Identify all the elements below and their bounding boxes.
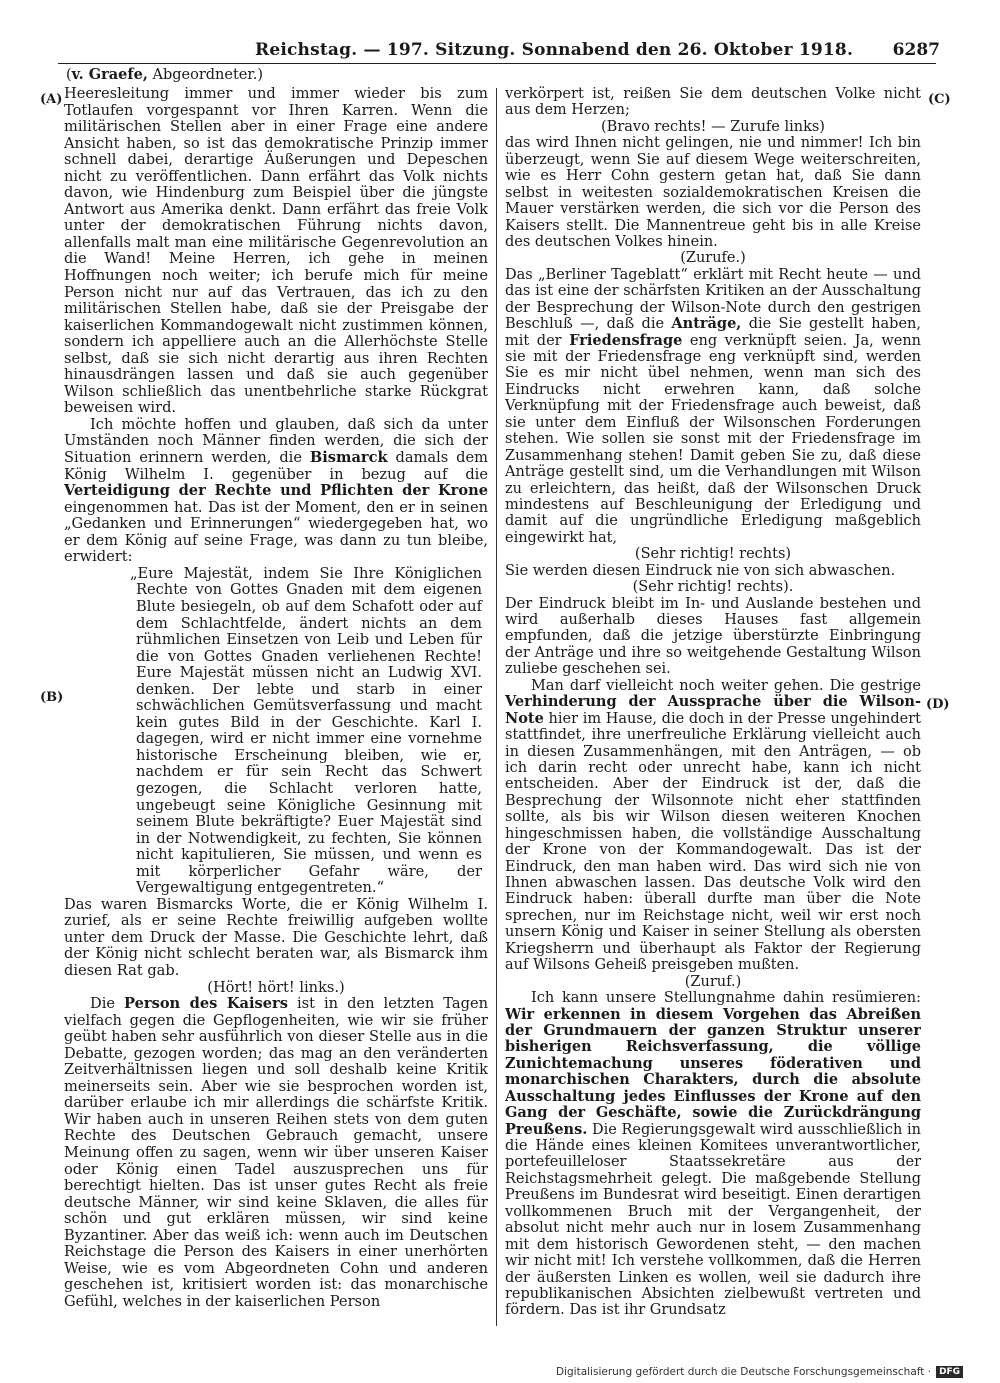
interjection: (Hört! hört! links.) xyxy=(207,978,345,996)
column-divider xyxy=(496,88,497,1326)
paragraph: verkörpert ist, reißen Sie dem deutschen Volke nicht aus dem Herzen; xyxy=(505,86,921,119)
paragraph: Das „Berliner Tageblatt“ erklärt mit Recht heute — und das ist eine der schärfsten Kritiken an der Ausschaltung der Besprechung der Wilson-Note durch den gestrigen Beschluß —, daß die Anträge, die Sie gestellt haben, mit der Friedensfrage eng verknüpft seien. Ja, wenn sie mit der Friedensfrage eng verknüpft sind, werden Sie es mir nicht übel nehmen, wenn man sich des Eindrucks nicht erwehren kann, daß solche Verknüpfung mit der Friedensfrage auch beweist, daß sie unter dem Einfluß der Wilsonschen Forderungen stehen. Wie sollen sie sonst mit der Friedensfrage im Zusammenhang stehen! Damit geben Sie zu, daß diese Anträge gestellt sind, um die Verhandlungen mit Wilson zu erleichtern, das heißt, daß der Wilsonschen Druck mindestens auf Beschleunigung der Erledigung und damit auf die ungründliche Erledigung maßgeblich eingewirkt hat, xyxy=(505,266,921,546)
emphasis: Person des Kaisers xyxy=(124,995,288,1013)
margin-mark-a: (A) xyxy=(40,92,63,107)
paragraph: Sie werden diesen Eindruck nie von sich abwaschen. xyxy=(505,562,896,579)
left-column xyxy=(64,86,488,1328)
margin-mark-c: (C) xyxy=(928,92,951,107)
emphasis: Anträge, xyxy=(671,315,742,333)
paragraph: Ich möchte hoffen und glauben, daß sich da unter Umständen noch Männer finden werden, die sich der Situation erinnern werden, die Bismarck damals dem König Wilhelm I. gegenüber in bezug auf die Verteidigung der Rechte und Pflichten der Krone eingenommen hat. Das ist der Moment, den er in seinen „Gedanken und Erinnerungen“ wiedergegeben hat, wo er dem König auf seine Frage, was dann zu tun bleibe, erwidert: xyxy=(64,415,488,566)
paragraph: Der Eindruck bleibt im In- und Auslande bestehen und wird außerhalb dieses Hauses fast allgemein empfunden, daß die jetzige überstürzte Einbringung der Anträge und ihre so weitgehende Gestaltung Wilson zuliebe geschehen sei. xyxy=(505,595,921,678)
paragraph: Man darf vielleicht noch weiter gehen. Die gestrige Verhinderung der Aussprache über die Wilson-Note hier im Hause, die doch in der Presse ungehindert stattfindet, ihre unerfreuliche Erklärung vielleicht auch in diesen Zusammenhängen, mit den Anträgen, — ob ich darin recht oder unrecht habe, kann ich nicht entscheiden. Aber der Eindruck ist der, daß die Besprechung der Wilsonnote nicht eher stattfinden sollte, als bis wir Wilson diesen weiteren Knochen hingeschmissen haben, die vollständige Ausschaltung der Krone von der Kommandogewalt. Das ist der Eindruck, den man haben wird. Das wird sich nie von Ihnen abwaschen lassen. Das deutsche Volk wird den Eindruck haben: überall durfte man über die Note sprechen, nur im Reichstage nicht, weil wir erst noch unsern König und Kaiser in seiner Stellung als obersten Kriegsherrn und überhaupt als Faktor der Regierung auf Wilsons Geheiß preisgeben mußten. xyxy=(505,677,921,974)
page-number: 6287 xyxy=(892,40,940,60)
emphasis: Verhinderung der Aussprache über die Wilson-Note xyxy=(505,693,921,727)
page-footer xyxy=(556,1366,986,1378)
right-column xyxy=(505,86,921,1328)
margin-mark-d: (D) xyxy=(926,697,950,712)
speaker-name: v. Graefe, xyxy=(71,66,148,83)
header-rule xyxy=(58,63,936,64)
emphasis: Bismarck xyxy=(309,449,388,467)
interjection: (Sehr richtig! rechts). xyxy=(632,579,794,596)
emphasis: Verteidigung der Rechte und Pflichten der Krone xyxy=(64,482,488,500)
speaker-role: Abgeordneter.) xyxy=(152,67,263,83)
paragraph: Heeresleitung immer und immer wieder bis zum Totlaufen vorgespannt vor Ihren Karren. Wenn die militärischen Stellen aber in einer Frage eine andere Ansicht haben, so ist das demokratische Prinzip immer schnell dabei, derartige Äußerungen und Depeschen nicht zu veröffentlichen. Dann erfährt das Volk nichts davon, wie Hindenburg zum Beispiel über die jüngste Antwort aus Amerika denkt. Dann erfährt das freie Volk unter der demokratischen Führung nichts davon, allenfalls malt man eine militärische Gegenrevolution an die Wand! Meine Herren, ich gehe in meinen Hoffnungen noch weiter; ich berufe mich für meine Person nicht nur auf das Vertrauen, das ich zu den militärischen Stellen habe, daß sie der Preisgabe der kaiserlichen Kommandogewalt nicht zustimmen können, sondern ich appelliere auch an die Allerhöchste Stelle selbst, daß sie sich nicht derartig aus ihren Rechten hinausdrängen lassen und daß sie auch gegenüber Wilson schließlich das unentbehrliche starke Rückgrat beweisen wird. xyxy=(64,86,488,417)
paragraph: das wird Ihnen nicht gelingen, nie und nimmer! Ich bin überzeugt, wenn Sie auf diesem Wege weiterschreiten, wie es Herr Cohn gestern getan hat, daß Sie dann selbst in weitesten sozialdemokratischen Kreisen die Mauer verstärken werden, die sich vor die Person des Kaisers stellt. Die Mannentreue geht bis in alle Kreise des deutschen Volkes hinein. xyxy=(505,135,921,250)
interjection: (Bravo rechts! — Zurufe links) xyxy=(601,118,825,135)
paragraph: Die Person des Kaisers ist in den letzten Tagen vielfach gegen die Gepflogenheiten, wie wir sie früher geübt haben sehr ausführlich von dieser Stelle aus in die Debatte, gezogen worden; das mag an den veränderten Zeitverhältnissen liegen und soll deshalb keine Kritik meinerseits sein. Aber wie sie besprochen worden ist, darüber erlaube ich mir allerdings die schärfste Kritik. Wir haben auch in unseren Reihen stets von dem guten Rechte des Deutschen Gebrauch gemacht, unsere Meinung offen zu sagen, wenn wir über unseren Kaiser oder König einen Tadel auszusprechen uns für berechtigt hielten. Das ist unser gutes Recht als freie deutsche Männer, wir sind keine Sklaven, die alles für schön und gut erklären müssen, wir sind keine Byzantiner. Aber das weiß ich: wenn auch im Deutschen Reichstage die Person des Kaisers in einer unerhörten Weise, wie es vom Abgeordneten Cohn und anderen geschehen ist, kritisiert worden ist: das monarchische Gefühl, welches in der kaiserlichen Person xyxy=(64,995,488,1310)
footer-credit: Digitalisierung gefördert durch die Deutsche Forschungsgemeinschaft · xyxy=(556,1366,932,1378)
interjection: (Zurufe.) xyxy=(680,250,746,267)
block-quote: „Eure Majestät, indem Sie Ihre Königlichen Rechte von Gottes Gnaden mit dem eigenen Blute besiegeln, ob auf dem Schafott oder auf dem Schlachtfelde, ändert nichts an dem rühmlichen Einsetzen von Leib und Leben für die von Gottes Gnaden verliehenen Rechte! Eure Majestät müssen nicht an Ludwig XVI. denken. Der lebte und starb in einer schwächlichen Gemütsverfassung und macht kein gutes Bild in der Geschichte. Karl I. dagegen, wird er nicht immer eine vornehme historische Erscheinung bleiben, wie er, nachdem er für sein Recht das Schwert gezogen, die Schlacht verloren hatte, ungebeugt seine Königliche Gesinnung mit seinem Blute bekräftigte? Euer Majestät sind in der Notwendigkeit, zu fechten, Sie können nicht kapitulieren, Sie müssen, und wenn es mit körperlicher Gefahr wäre, der Vergewaltigung entgegentreten.“ xyxy=(130,564,482,897)
speaker-line xyxy=(66,66,263,83)
interjection: (Zuruf.) xyxy=(684,973,742,990)
dfg-logo: DFG xyxy=(936,1366,963,1378)
paragraph: Das waren Bismarcks Worte, die er König Wilhelm I. zurief, als er seine Rechte freiwillig aufgeben wollte unter dem Druck der Masse. Die Geschichte lehrt, daß der König nicht schlecht beraten war, als Bismarck ihm diesen Rat gab. xyxy=(64,895,488,979)
running-head: Reichstag. — 197. Sitzung. Sonnabend den 26. Oktober 1918. xyxy=(255,40,854,60)
margin-mark-b: (B) xyxy=(40,690,64,705)
interjection: (Sehr richtig! rechts) xyxy=(634,546,792,563)
page-header xyxy=(40,38,940,64)
emphasis: Wir erkennen in diesem Vorgehen das Abreißen der Grundmauern der ganzen Struktur unserer bisherigen Reichsverfassung, die völlige Zunichtemachung unseres föderativen und monarchischen Charakters, durch die absolute Ausschaltung jedes Einflusses der Krone auf den Gang der Geschäfte, sowie die Zurückdrängung Preußens. xyxy=(505,1005,921,1138)
paragraph: Ich kann unsere Stellungnahme dahin resümieren: Wir erkennen in diesem Vorgehen das Abreißen der Grundmauern der ganzen Struktur unserer bisherigen Reichsverfassung, die völlige Zunichtemachung unseres föderativen und monarchischen Charakters, durch die absolute Ausschaltung jedes Einflusses der Krone auf den Gang der Geschäfte, sowie die Zurückdrängung Preußens. Die Regierungsgewalt wird ausschließlich in die Hände eines kleinen Komitees unverantwortlicher, portefeuilleloser Staatssekretäre aus der Reichstagsmehrheit gelegt. Die maßgebende Stellung Preußens im Bundesrat wird beseitigt. Einen derartigen vollkommenen Bruch mit der Vergangenheit, der absolut nicht mehr auch nur in losem Zusammenhang mit dem historisch Gewordenen steht, — den machen wir nicht mit! Ich verstehe vollkommen, daß die Herren der äußersten Linken es wollen, weil sie dadurch ihre republikanischen Absichten zielbewußt vertreten und fördern. Das ist ihr Grundsatz xyxy=(505,990,921,1319)
emphasis: Friedensfrage xyxy=(569,331,683,349)
speaker-paren: ( xyxy=(66,67,72,83)
